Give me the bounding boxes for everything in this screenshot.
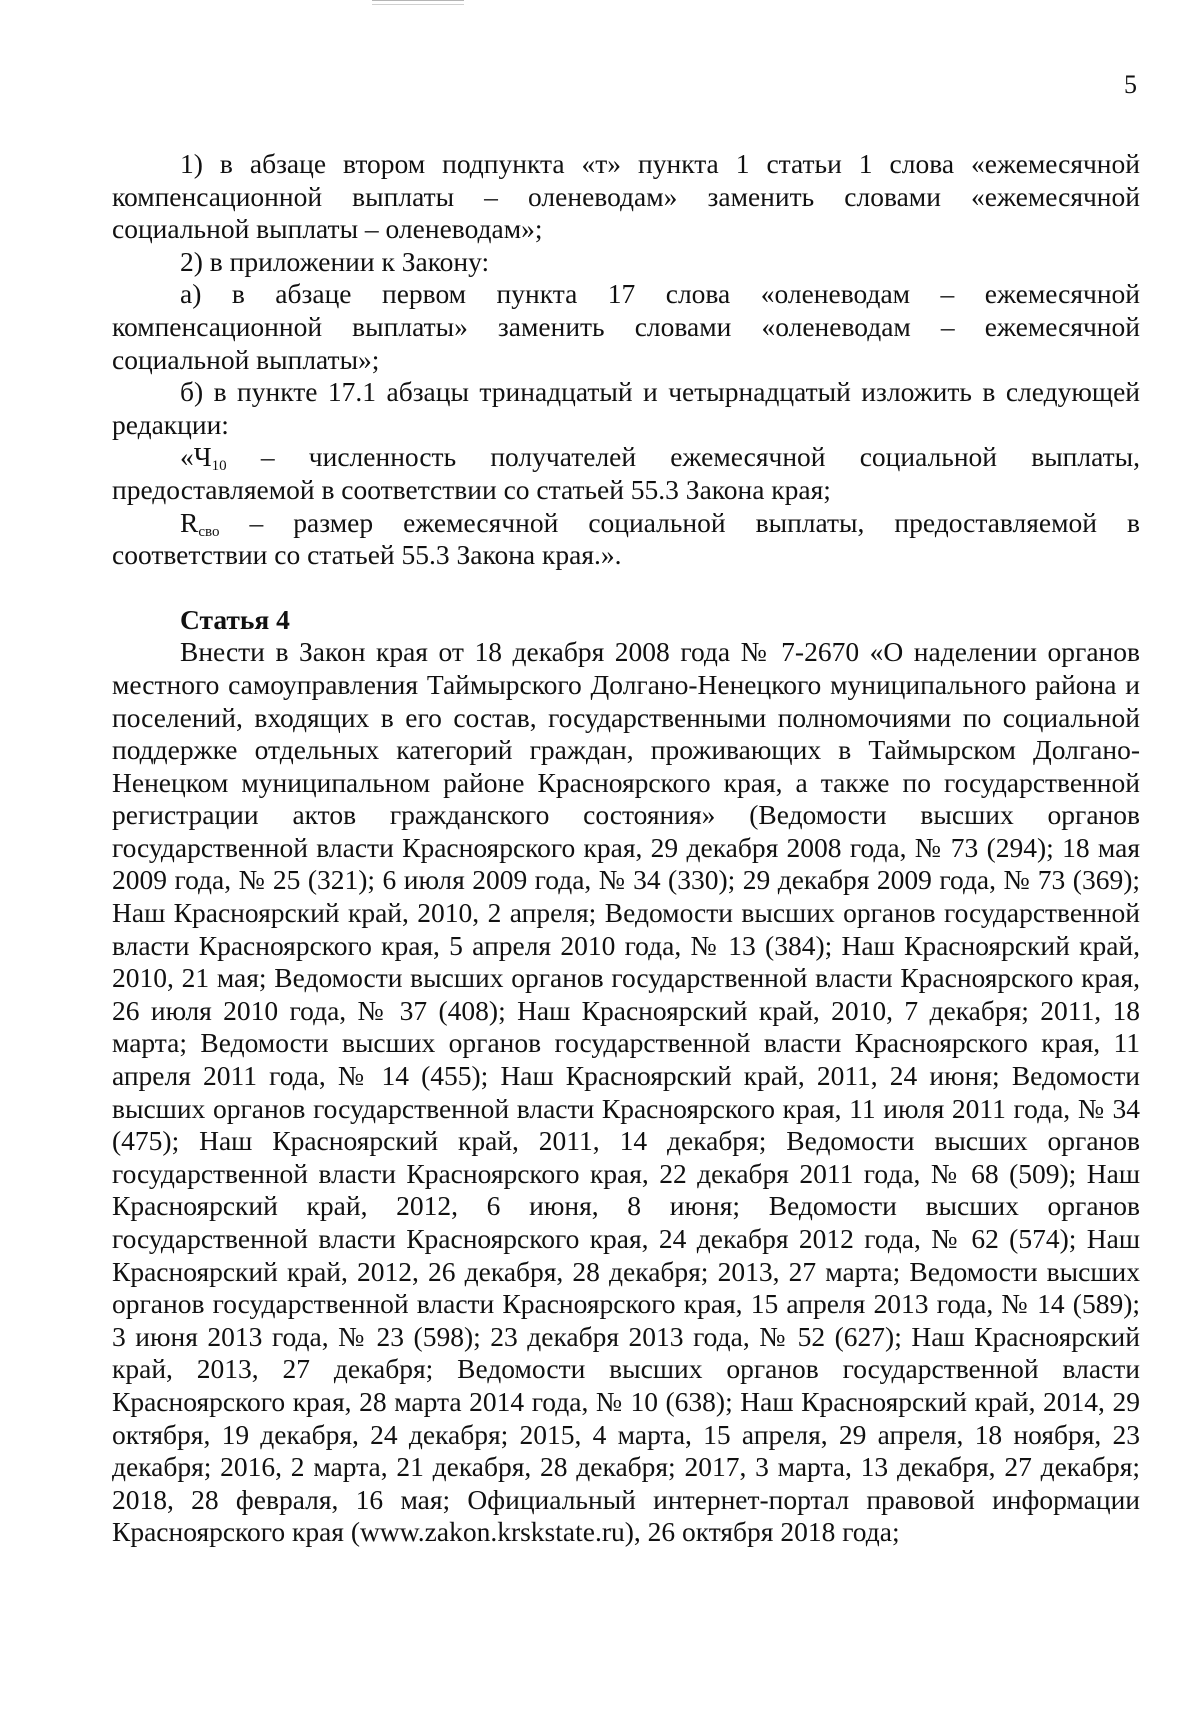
formula-symbol-r-subscript: сво [198,523,220,540]
page-number: 5 [1124,70,1137,99]
formula-symbol-r-base: R [180,506,199,538]
amendment-item-2a: а) в абзаце первом пункта 17 слова «оленеводам – ежемесячной компенсационной выплаты» заменить словами «оленеводам – ежемесячной социальной выплаты»; [112,278,1140,375]
article-heading: Статья 4 [180,603,290,635]
amendment-item-2b: б) в пункте 17.1 абзацы тринадцатый и четырнадцатый изложить в следующей редакции: [112,376,1140,440]
formula-symbol-ch-subscript: 10 [211,458,227,475]
formula-symbol-r [180,507,219,540]
document-body [112,148,1140,1549]
amendment-item-2: 2) в приложении к Закону: [180,245,490,277]
article-body: Внести в Закон края от 18 декабря 2008 года № 7-2670 «О наделении органов местного самоуправления Таймырского Долгано-Ненецкого муниципального района и поселений, входящих в его состав, государственными полномочиями по социальной поддержке отдельных категорий граждан, проживающих в Таймырском Долгано-Ненецком муниципальном районе Красноярского края, а также по государственной регистрации актов гражданского состояния» (Ведомости высших органов государственной власти Красноярского края, 29 декабря 2008 года, № 73 (294); 18 мая 2009 года, № 25 (321); 6 июля 2009 года, № 34 (330); 29 декабря 2009 года, № 73 (369); Наш Красноярский край, 2010, 2 апреля; Ведомости высших органов государственной власти Красноярского края, 5 апреля 2010 года, № 13 (384); Наш Красноярский край, 2010, 21 мая; Ведомости высших органов государственной власти Красноярского края, 26 июля 2010 года, № 37 (408); Наш Красноярский край, 2010, 7 декабря; 2011, 18 марта; Ведомости высших органов государственной власти Красноярского края, 11 апреля 2011 года, № 14 (455); Наш Красноярский край, 2011, 24 июня; Ведомости высших органов государственной власти Красноярского края, 11 июля 2011 года, № 34 (475); Наш Красноярский край, 2011, 14 декабря; Ведомости высших органов государственной власти Красноярского края, 22 декабря 2011 года, № 68 (509); Наш Красноярский край, 2012, 6 июня, 8 июня; Ведомости высших органов государственной власти Красноярского края, 24 декабря 2012 года, № 62 (574); Наш Красноярский край, 2012, 26 декабря, 28 декабря; 2013, 27 марта; Ведомости высших органов государственной власти Красноярского края, 15 апреля 2013 года, № 14 (589); 3 июня 2013 года, № 23 (598); 23 декабря 2013 года, № 52 (627); Наш Красноярский край, 2013, 27 декабря; Ведомости высших органов государственной власти Красноярского края, 28 марта 2014 года, № 10 (638); Наш Красноярский край, 2014, 29 октября, 19 декабря, 24 декабря; 2015, 4 марта, 15 апреля, 29 апреля, 18 ноября, 23 декабря; 2016, 2 марта, 21 декабря, 28 декабря; 2017, 3 марта, 13 декабря, 27 декабря; 2018, 28 февраля, 16 мая; Официальный интернет-портал правовой информации Красноярского края (www.zakon.krskstate.ru), 26 октября 2018 года; [112,636,1140,1548]
formula-symbol-ch-base: «Ч [180,441,212,473]
amendment-item-1: 1) в абзаце втором подпункта «т» пункта 1 статьи 1 слова «ежемесячной компенсационной выплаты – оленеводам» заменить словами «ежемесячной социальной выплаты – оленеводам»; [112,148,1140,245]
formula-definition-rsvo [112,507,1140,572]
formula-definition-ch10 [112,441,1140,506]
scan-artifact-line [372,0,464,5]
formula-definition-ch10-text: – численность получателей ежемесячной социальной выплаты, предоставляемой в соответствии со статьей 55.3 Закона края; [112,441,1140,505]
formula-definition-rsvo-text: – размер ежемесячной социальной выплаты, предоставляемой в соответствии со статьей 55.3 Закона края.». [112,506,1140,571]
formula-symbol-ch [180,441,227,474]
